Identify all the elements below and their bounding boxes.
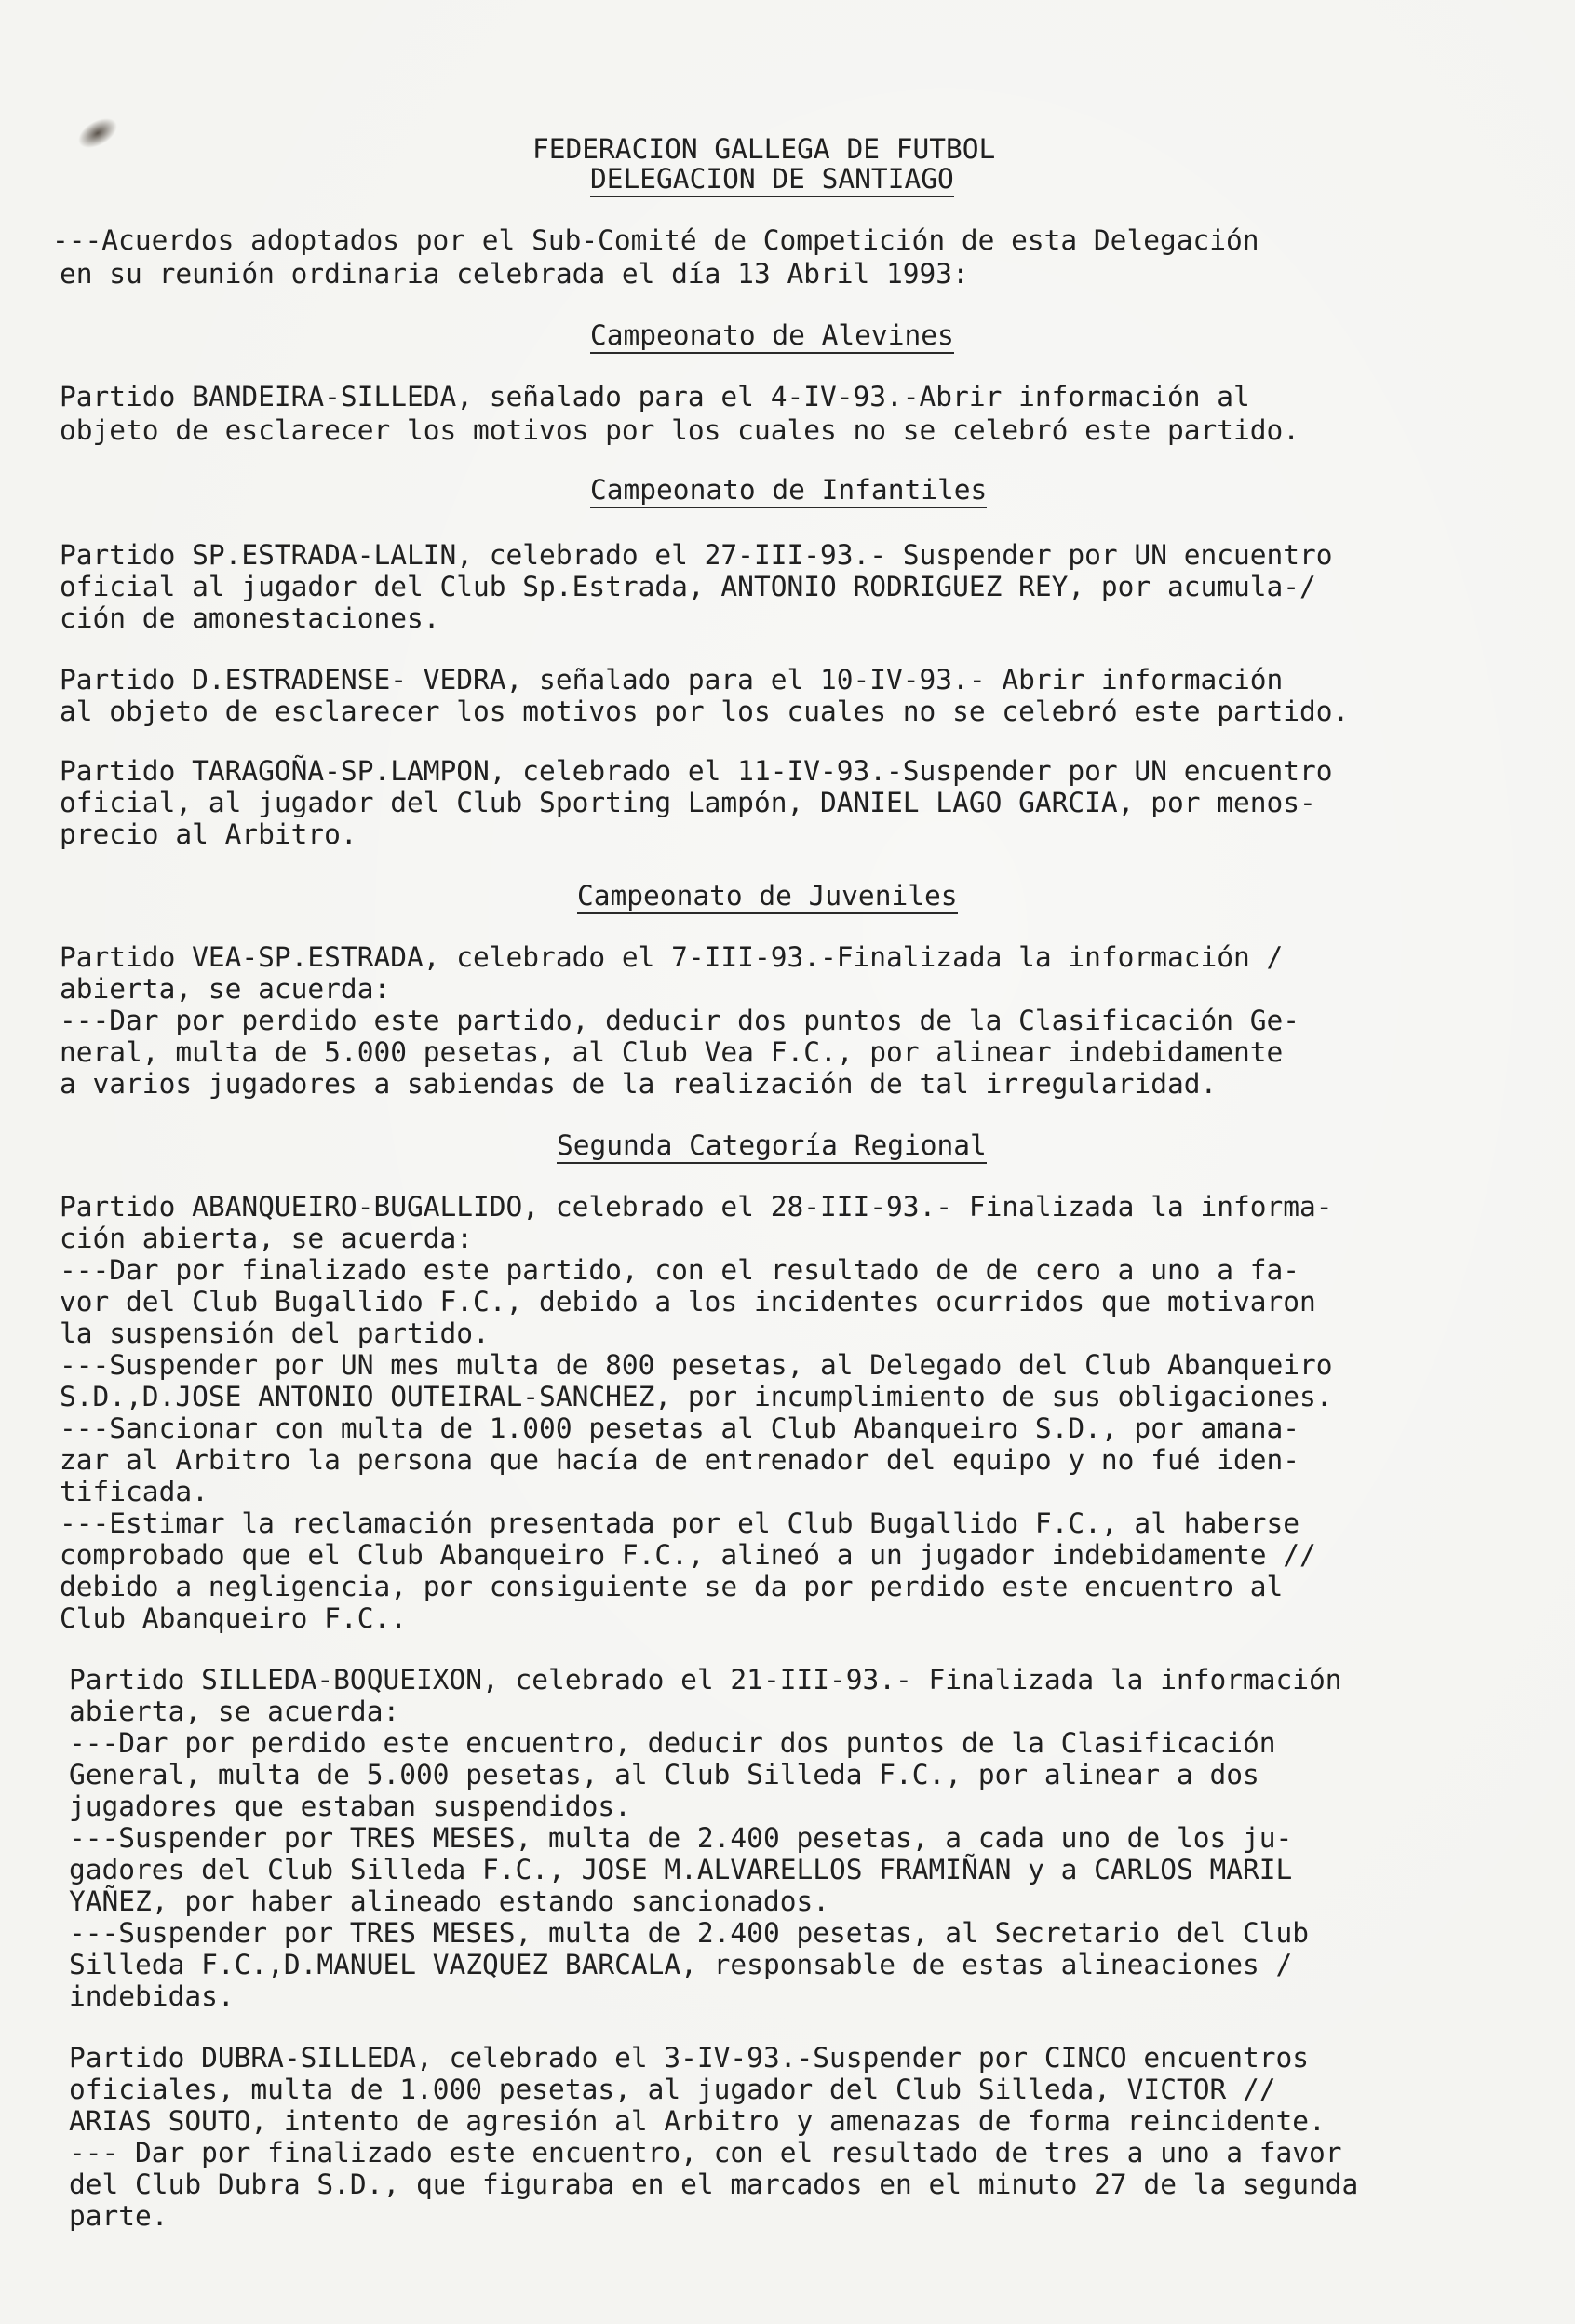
- segunda-line: ARIAS SOUTO, intento de agresión al Arbitro y amenazas de forma reincidente.: [69, 2105, 1326, 2137]
- infantiles-line: oficial al jugador del Club Sp.Estrada, ANTONIO RODRIGUEZ REY, por acumula-/: [60, 571, 1316, 602]
- infantiles-line: al objeto de esclarecer los motivos por los cuales no se celebró este partido.: [60, 696, 1350, 727]
- infantiles-line: Partido D.ESTRADENSE- VEDRA, señalado para el 10-IV-93.- Abrir información: [60, 664, 1284, 696]
- segunda-line: Partido DUBRA-SILLEDA, celebrado el 3-IV-93.-Suspender por CINCO encuentros: [69, 2042, 1310, 2074]
- alevines-line: objeto de esclarecer los motivos por los cuales no se celebró este partido.: [60, 414, 1300, 446]
- segunda-line: Partido SILLEDA-BOQUEIXON, celebrado el 21-III-93.- Finalizada la información: [69, 1664, 1342, 1696]
- segunda-line: ---Estimar la reclamación presentada por el Club Bugallido F.C., al haberse: [60, 1507, 1300, 1539]
- segunda-line: Club Abanqueiro F.C..: [60, 1602, 407, 1634]
- alevines-line: Partido BANDEIRA-SILLEDA, señalado para el 4-IV-93.-Abrir información al: [60, 381, 1250, 412]
- juveniles-line: a varios jugadores a sabiendas de la realización de tal irregularidad.: [60, 1068, 1218, 1100]
- juveniles-line: abierta, se acuerda:: [60, 973, 391, 1005]
- header-delegation: DELEGACION DE SANTIAGO: [590, 166, 954, 197]
- segunda-line: ---Suspender por TRES MESES, multa de 2.400 pesetas, al Secretario del Club: [69, 1917, 1310, 1949]
- ink-stain: [74, 112, 123, 155]
- segunda-line: General, multa de 5.000 pesetas, al Club Silleda F.C., por alinear a dos: [69, 1759, 1259, 1790]
- segunda-line: ---Sancionar con multa de 1.000 pesetas al Club Abanqueiro S.D., por amana-: [60, 1412, 1300, 1444]
- infantiles-line: ción de amonestaciones.: [60, 602, 440, 634]
- intro-line-2: en su reunión ordinaria celebrada el día 13 Abril 1993:: [60, 258, 969, 290]
- segunda-line: la suspensión del partido.: [60, 1317, 490, 1349]
- juveniles-line: ---Dar por perdido este partido, deducir dos puntos de la Clasificación Ge-: [60, 1005, 1300, 1036]
- segunda-line: comprobado que el Club Abanqueiro F.C., alineó a un jugador indebidamente //: [60, 1539, 1316, 1571]
- header-federation: FEDERACION GALLEGA DE FUTBOL: [532, 133, 996, 165]
- segunda-line: ---Dar por finalizado este partido, con el resultado de de cero a uno a fa-: [60, 1254, 1300, 1286]
- infantiles-line: Partido SP.ESTRADA-LALIN, celebrado el 27-III-93.- Suspender por UN encuentro: [60, 539, 1333, 571]
- section-title-juveniles: Campeonato de Juveniles: [577, 883, 958, 914]
- segunda-line: del Club Dubra S.D., que figuraba en el marcados en el minuto 27 de la segunda: [69, 2169, 1359, 2200]
- intro-line-1: ---Acuerdos adoptados por el Sub-Comité de Competición de esta Delegación: [52, 224, 1259, 256]
- segunda-line: S.D.,D.JOSE ANTONIO OUTEIRAL-SANCHEZ, por incumplimiento de sus obligaciones.: [60, 1381, 1333, 1412]
- intro-dash: ---: [52, 224, 102, 256]
- segunda-line: tificada.: [60, 1476, 209, 1507]
- infantiles-line: oficial, al jugador del Club Sporting Lampón, DANIEL LAGO GARCIA, por menos-: [60, 787, 1316, 818]
- segunda-line: YAÑEZ, por haber alineado estando sancionados.: [69, 1885, 829, 1917]
- segunda-line: jugadores que estaban suspendidos.: [69, 1790, 631, 1822]
- segunda-line: ---Suspender por TRES MESES, multa de 2.400 pesetas, a cada uno de los ju-: [69, 1822, 1293, 1854]
- infantiles-line: precio al Arbitro.: [60, 818, 357, 850]
- segunda-line: parte.: [69, 2200, 168, 2232]
- section-title-alevines: Campeonato de Alevines: [590, 322, 954, 354]
- segunda-line: abierta, se acuerda:: [69, 1696, 400, 1727]
- infantiles-line: Partido TARAGOÑA-SP.LAMPON, celebrado el 11-IV-93.-Suspender por UN encuentro: [60, 755, 1333, 787]
- juveniles-line: Partido VEA-SP.ESTRADA, celebrado el 7-III-93.-Finalizada la información /: [60, 941, 1284, 973]
- section-title-infantiles: Campeonato de Infantiles: [590, 477, 987, 508]
- segunda-line: gadores del Club Silleda F.C., JOSE M.ALVARELLOS FRAMIÑAN y a CARLOS MARIL: [69, 1854, 1293, 1885]
- segunda-line: ---Suspender por UN mes multa de 800 pesetas, al Delegado del Club Abanqueiro: [60, 1349, 1333, 1381]
- segunda-line: oficiales, multa de 1.000 pesetas, al jugador del Club Silleda, VICTOR //: [69, 2074, 1276, 2105]
- section-title-segunda: Segunda Categoría Regional: [557, 1132, 987, 1164]
- segunda-line: vor del Club Bugallido F.C., debido a los incidentes ocurridos que motivaron: [60, 1286, 1316, 1317]
- segunda-line: Partido ABANQUEIRO-BUGALLIDO, celebrado el 28-III-93.- Finalizada la informa-: [60, 1191, 1333, 1223]
- segunda-line: indebidas.: [69, 1980, 235, 2012]
- segunda-line: Silleda F.C.,D.MANUEL VAZQUEZ BARCALA, responsable de estas alineaciones /: [69, 1949, 1293, 1980]
- segunda-line: ción abierta, se acuerda:: [60, 1223, 474, 1254]
- segunda-line: zar al Arbitro la persona que hacía de entrenador del equipo y no fué iden-: [60, 1444, 1300, 1476]
- segunda-line: ---Dar por perdido este encuentro, deducir dos puntos de la Clasificación: [69, 1727, 1276, 1759]
- segunda-line: debido a negligencia, por consiguiente se da por perdido este encuentro al: [60, 1571, 1284, 1602]
- segunda-line: --- Dar por finalizado este encuentro, con el resultado de tres a uno a favor: [69, 2137, 1342, 2169]
- juveniles-line: neral, multa de 5.000 pesetas, al Club Vea F.C., por alinear indebidamente: [60, 1036, 1284, 1068]
